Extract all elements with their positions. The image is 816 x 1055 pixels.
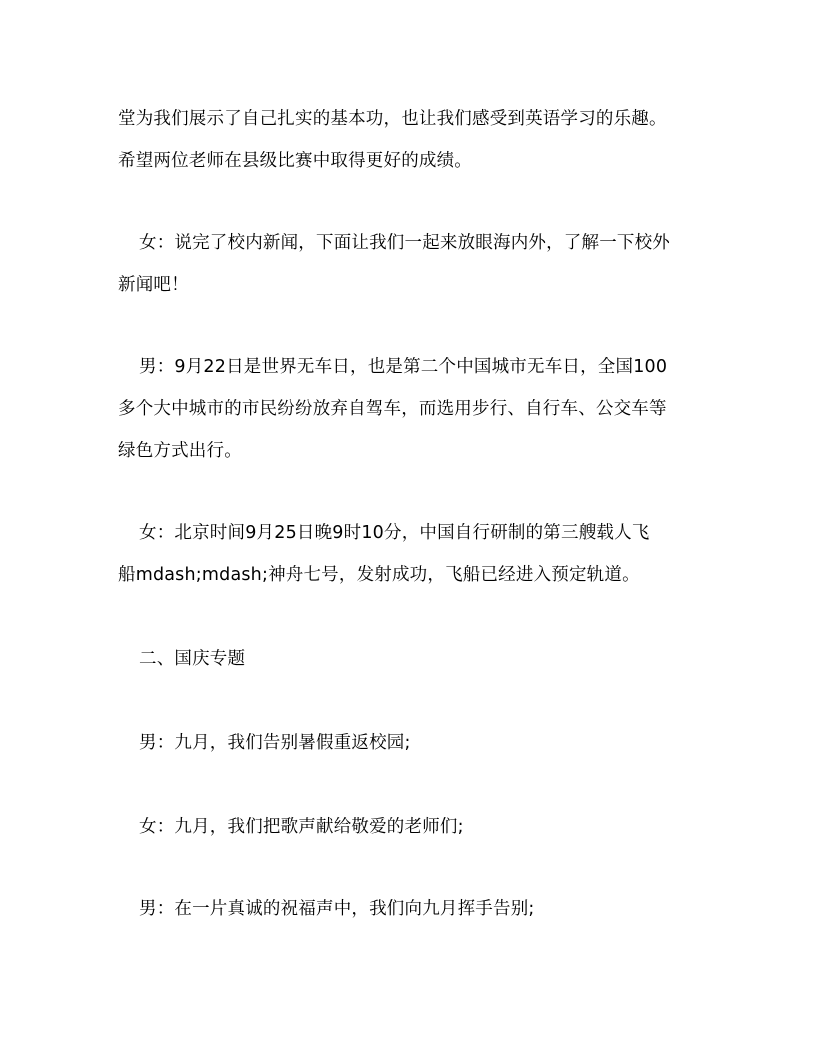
paragraph-line: 希望两位老师在县级比赛中取得更好的成绩。: [118, 151, 472, 171]
paragraph-line: 绿色方式出行。: [118, 441, 242, 461]
section-heading: 二、国庆专题: [139, 649, 246, 669]
paragraph-line: 新闻吧！: [118, 275, 189, 295]
paragraph-line: 堂为我们展示了自己扎实的基本功，也让我们感受到英语学习的乐趣。: [118, 109, 667, 129]
paragraph-line: 男：在一片真诚的祝福声中，我们向九月挥手告别;: [139, 899, 535, 919]
paragraph-line: 多个大中城市的市民纷纷放弃自驾车，而选用步行、自行车、公交车等: [118, 399, 667, 419]
paragraph-line: 女：北京时间9月25日晚9时10分，中国自行研制的第三艘载人飞: [139, 523, 650, 543]
paragraph-line: 女：九月，我们把歌声献给敬爱的老师们;: [139, 817, 464, 837]
paragraph-line: 男：9月22日是世界无车日，也是第二个中国城市无车日，全国100: [139, 357, 668, 377]
paragraph-line: 女：说完了校内新闻，下面让我们一起来放眼海内外，了解一下校外: [139, 233, 670, 253]
paragraph-line: 男：九月，我们告别暑假重返校园;: [139, 733, 411, 753]
paragraph-line: 船mdash;mdash;神舟七号，发射成功，飞船已经进入预定轨道。: [118, 565, 640, 585]
